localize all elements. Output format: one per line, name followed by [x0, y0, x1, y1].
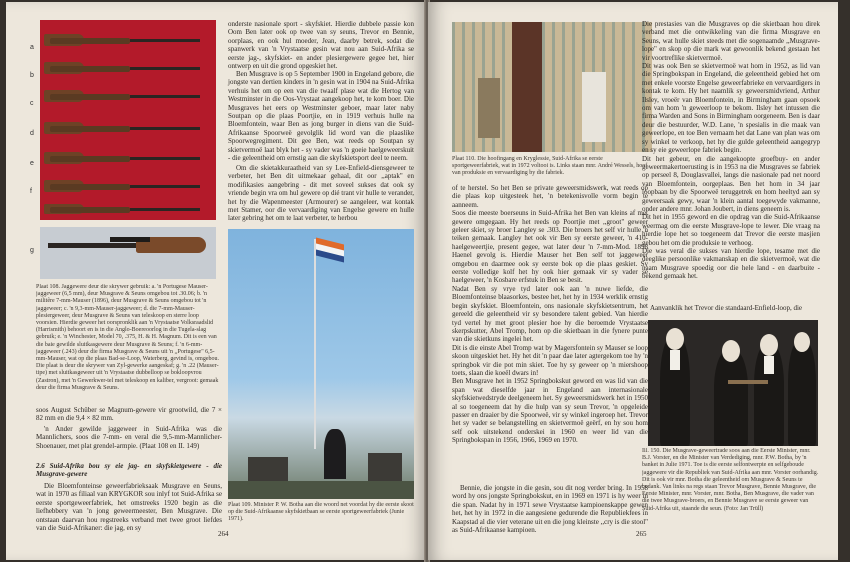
shirt-1: [670, 350, 680, 370]
face-4: [794, 332, 810, 352]
rifle-e: [50, 156, 130, 162]
rifle-f: [50, 184, 130, 190]
caption-plate-110: Plaat 110. Die hoofingang en Kryglessie, Suid-Afrika se eerste sportgeweerfabriek, wat in 1972 voltooi is. Links staan mnr. André Wessels, hoof van produksie en vervaardiging by die fabriek.: [452, 156, 648, 177]
man-left: [478, 78, 500, 138]
page-number-left: 264: [218, 530, 229, 538]
photo-letter: b: [30, 72, 34, 79]
rifle-d: [50, 126, 130, 132]
right-col1-b: Bennie, die jongste in die gesin, sou dit nog verder bring. In 1958 word hy ons jongste Springbokskut, en in 1969 en 1971 is hy weer in die span. Nadat hy in 1971 sewe Vrystaatse kampioenskappe gewen het, het hy in 1972 in die aangesiene gedurende die Republiekfees in Kaapstad al die vier veterane uit en die jong kleinste ,,cry is die stool" as Suid-Afrikaanse kampioen.: [452, 484, 648, 535]
photo-letter: f: [30, 188, 32, 195]
banquet-photo: [648, 320, 818, 446]
rifle-g: [50, 207, 130, 213]
col2-p2: Ben Musgrave is op 5 September 1900 in Engeland gebore, die jongste van dertien kinders in 'n gesin wat in 1904 na Suid-Afrika verhuis het om op een van die twaalf plase wat die Hertog van Westminster in die Oos-Vrystaat aangekoop het, te kom boer. Die Musgraves het eers op Westminster geboer, maar later naby Soutpan op die plaas Poortjie, en in 1919 verhuis hulle na Bloemfontein, waar Ben as jong burger in diens van die Suid-Afrikaanse Spoorweë gevolglik lid word van die plaaslike Spoorwegregiment. Dit gee Ben, wat reeds op Soutpan sy skietvermoë laat blyk het - sy vader was 'n goeie haelgeweerskuit - die geleentheid om ernstig aan die skyfskietsport deel te neem.: [228, 70, 414, 163]
flagpole: [314, 239, 316, 449]
rifle-c: [50, 94, 130, 100]
face-2: [722, 340, 740, 362]
ground: [228, 481, 414, 499]
flag-photo: [228, 229, 414, 499]
col2-p3: Om die skietakkuraatheid van sy Lee-Enfield-diensgeweer te verbeter, het Ben dit uitmekaar gehaal, dit oor ,,aptak" en modifikasies aangebring - dit met soveel sukses dat ook sy vriende begin vra om hul gewere op dié trant vir hulle te verander, het hy die Wapenmeester (Armourer) se aangeleer, wat kontak met Stamer, oor die vervaardiging van Engelse gewere en hulle later gebring het om te laat verbeter, te herbou: [228, 164, 414, 223]
col2-top: onderste nasionale sport - skyfskiet. Hierdie dubbele passie kon Oom Ben later ook op twee van sy seuns, Trevor en Bennie, oorplaas, en ook hul moeder, Jean, daarby betrek, sodat die spanwerk van 'n Vrystaatse gesin wat nou aan Suid-Afrika se eerste jag-, skyfskiet- en ander plesiergewere gegee het, hier ontwerp en uit die grond opgeskiet het.: [228, 20, 414, 71]
photo-letter: a: [30, 44, 34, 51]
rifle-scope: [110, 237, 150, 242]
section-heading: 2.6 Suid-Afrika bou sy eie jag- en skyfskietgewere - die Musgrave-gewere: [36, 462, 222, 479]
rifles-photo: [40, 20, 216, 220]
col1-bottom2: 'n Ander gewilde jaggeweer in Suid-Afrika was die Mannlichers, soos die 7-mm- en veral die 9,5-mm-Mannlicher-Shoenauer, met plat grendel-armpie. (Plaat 108 en II. 149): [36, 425, 222, 450]
rifle-g-photo: [40, 227, 216, 279]
brick-pillar: [512, 22, 542, 152]
presented-rifle: [728, 380, 768, 384]
right-col2-b: Aanvanklik het Trevor die standaard-Enfield-loop, die: [650, 304, 803, 312]
caption-ill-150: Ill. 150. Die Musgrave-geweertrade soos aan die Eerste Minister, mnr. B.J. Vorster, en die Minister van Verdediging, mnr. P.W. Botha, by 'n banket in Julie 1971. Toe is die eerste selfontwerpte en selfgeboude jaggewere vir die Republiek van Suid-Afrika aan mnr. Vorster oorhandig. Dit is ook vir mnr. Botha die geleentheid om Musgrave & Seuns te bedank. Van links na regs staan Trevor Musgrave, Bennie Musgrave, die Eerste Minister, mnr. Vorster, mnr. Botha, Ben Musgrave, die vader van die twee Musgrave-broers, en Bennie Musgrave se eerste geweer van Suid-Afrika uit, staande die seun. (Foto: Jan Trüll): [642, 448, 819, 512]
person-4: [788, 340, 816, 446]
left-page: [6, 2, 426, 560]
photo-letter: c: [30, 100, 34, 107]
right-col1: of te herstel. So het Ben se private geweersmidswerk, wat reeds op die plaas kop uitgesteek het, 'n betekenisvolle vorm begin te aanneem. Soos die meeste boerseuns in Suid-Afrika het Ben van kleins af met gewere omgegaan. Hy het reeds op Poortjie met ,,groot" geweer geleer skiet, sy broer Langley se .303. Die broers het self vir hulle 'n teiken gemaak. Langley het ook vir Ben sy eerste geweer, 'n 410-haelgeweertjie, present gegee, wat later deur 'n 7-mm-Mod. 1898 Haenel gevolg is. Hierdie Mauser het Ben self tot jaggeweer omgebou en daarmee ook sy eerste bok op die plaas geskiet. Sy eerste volledige kolf het hy ook hier gemaak vir sy vader se haelgeweer, 'n Kosbare erfstuk in Ben se besit. Nadat Ben sy vrye tyd later ook aan 'n nuwe liefde, die Bloemfonteinse blaasorkes, bestee het, het hy in 1934 werklik ernstig begin skyfskiet. Bloemfontein, ons nasionale skyfskietsentrum, het gereeld die geleentheid vir sy besondere talent gebied. Van hierdie tyd vertel hy met groot plesier hoe hy die beroemde Vrystaatse skerpskutter, Abel Tromp, hom op die skietbaan in die fynere punte van die skietkuns ingelei het. Dit is die einste Abel Tromp wat by Magersfontein sy Mauser se loop skoon uitgeskiet het. Hy het dit 'n paar dae later agtergekom toe hy 'n springbok vir die pot min skiet. Toe hy sy geweer op 'n miershoop toets, slaan die koeël dwars in! Ben Musgrave het in 1952 Springbokskut geword en was lid van die span wat dieselfde jaar in Engeland aan internasionale skyfskietwedstryde deelgeneem het. Sy geweersmidswerk het in 1950 al so toegeneem dat hy die hulp van sy seun Trevor, 'n opgeleide passer en draaier by die Spoorweë, vir sy winkel ingeroep het. Trevor het sy vader se belangstelling en skietvermoë geërf, en hy sou hom self ook uitstekend onderskei in 1960 en weer lid van die Springbokspan in 1956, 1966, 1969 en 1970.: [452, 184, 648, 445]
face-3: [760, 334, 778, 356]
minister-figure: [324, 429, 346, 479]
person-2: [714, 350, 748, 446]
right-col2: Die prestasies van die Musgraves op die skietbaan hou direk verband met die ontwikkeling van die firma Musgrave en Seuns, wat hulle skiet steeds met die sogenaamde ,,Musgrave-lope" en skop op die mark wat gewoonlik bekend gestaan het vir voortreflike skietvermoë. Dit was ook Ben se skietvermoë wat hom in 1952, as lid van die Springbokspan in Engeland, die geleentheid gebied het om met enkele voorste Engelse geweerfabrieke en vervaardigers in kontak te kom. Hy het naamlik sy geweersmidvriend, Arthur Ilsley, vroeër van Bloemfontein, in Birmingham gaan opsoek om van hom 'n geweerloop te bekom. Ilsley het intussen die firma Warden and Sons in Birmingham oorgeneem. Ben is daar deur die bestuurder, W.D. Lane, 'n spesialis in die maak van geweerlope, en toe Ben vernaam het dat Lane van plan was om sy winkel te verkoop, het hy die gulde geleentheid aangegryp en sy eie geweerlope fabriek begin. Dit het gebeur, en die aangekoopte groefbuy- en ander geweermakertoerusting is in 1953 na die Musgraves se fabriek op perseel 8, Douglasvallei, langs die nasionale pad net noord van Bloemfontein, oorgeplaas. Ben het hom in 34 jaar loopbaan by die Spoorweë teruggetrek en hom heeltyd aan sy geweersaak gewy, waar 'n klein aantal toegewyde vakmanne, onder andere mnr. Johan Joubert, in diens geneem is. Dit het in 1955 geword en die opdrag van die Suid-Afrikaanse weermag om die eerste Musgrave-lope te lewer. Die vraag na hierdie lope het so toegeneem dat Trevor die eerste masjien gebou het om die produksie te verhoog. Die was veral die sukses van hierdie lope, tesame met die deeglike persoonlike vakmanskap en die skietvermoë, wat die naam Musgrave spoedig oor die hele land - en daarbuite - bekend gemaak het.: [642, 20, 820, 281]
shirt-3: [764, 356, 774, 374]
photo-letter: d: [30, 130, 34, 137]
col1-bottom: soos August Schüber se Magnum-gewere vir grootwild, die 7 × 82 mm en die 9,4 × 82 mm.: [36, 406, 222, 423]
rifle-b: [50, 66, 130, 72]
man-right: [582, 72, 606, 142]
rifle-a: [50, 38, 130, 44]
caption-plate-109: Plaat 109. Minister P. W. Botha aan die woord net voordat hy die eerste skoot op die Suid-Afrikaanse skyfskietbaan se eerste sportgeweerfabriek (Junie 1971).: [228, 502, 414, 523]
caption-plate-108: Plaat 108. Jaggewere deur die skrywer gebruik: a. 'n Portugese Mauser-jaggeweer (6,5 mm), deur Musgrave & Seuns omgebou tot .30.06; b. 'n militêre 7-mm-Mauser (1896), deur Musgrave & Seuns omgebou tot 'n jaggeweer; c. 'n 9,3-mm-Mauser-jaggeweer; d. die 7-mm-Mauser-plesiergeweer, deur Musgrave & Seuns van teleskoop en sterre loop voorsien. Hierdie geweer het oorspronklik aan 'n Vrystaatse Volksraadslid (Harrismith) behoort en is in die Anglo-Boereoorlog in die Tugela-slag gebruik; e. 'n Winchester, Model 70, .375, H. & H. Magnum. Dit is een van die baie gewilde sluitkasgewere deur Musgrave & Seuns; f. 'n 6-mm-jaggeweer (.243) deur die firma Musgrave & Seuns uit 'n ,,Portugese" 6,5-mm-Mauser, wat op die plaas Bad-se-Loop, Waterberg, gevind is, omgebou. Die plaat is deur die skrywer van Zyl-gewerke aangeskaf; g. 'n .22 (Mauser-tipe) met sluitkasgeweer uit 'n Vrystaatse dubbelloop se bokloopvrou (Zastron), met 'n Gewerkwer-tel met teleskoop en kaliber, vergroot: gemaak deur die firma Musgrave & Seuns.: [36, 284, 220, 391]
face-1: [666, 328, 684, 350]
photo-letter: g: [30, 247, 34, 254]
section-text: Die Bloemfonteinse geweerfabrieksaak Musgrave en Seuns, wat in 1970 as filiaal van KRYGKOR sou inlyf tot Suid-Afrika se eerste sportgeweerfabriek, het omstreeks 1920 begin as die liefhebbery van 'n jong geweermeester, Ben Musgrave. Die ontstaan daarvan hou regstreeks verband met twee groot liefdes van die Suid-Afrikaner: die jag, en sy: [36, 482, 222, 533]
page-number-right: 265: [636, 530, 647, 538]
photo-letter: e: [30, 160, 34, 167]
right-page: [428, 2, 838, 560]
factory-gate-photo: [452, 22, 652, 152]
